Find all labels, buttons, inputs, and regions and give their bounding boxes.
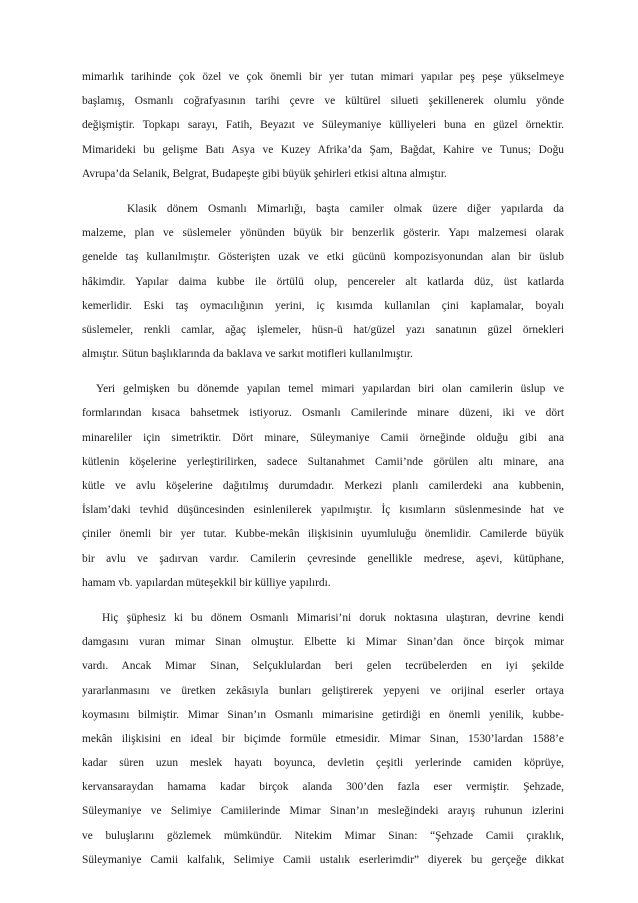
text-line: damgasını vuran mimar Sinan olmuştur. Elbette ki Mimar Sinan’dan önce birçok mimar: [82, 636, 564, 649]
paragraph-4: [82, 606, 564, 872]
text-line: koymasını bilmiştir. Mimar Sinan’ın Osmanlı mimarisine getirdiği en önemli yenilik, kubbe-: [82, 708, 564, 721]
text-line: kadar süren uzun meslek hayatı boyunca, devletin çeşitli yerlerinde camiden köprüye,: [82, 757, 564, 770]
text-line: vardı. Ancak Mimar Sinan, Selçuklulardan beri gelen tecrübelerden en iyi şekilde: [82, 660, 564, 673]
paragraph-3: [82, 377, 564, 595]
text-line: Klasik dönem Osmanlı Mimarlığı, başta camiler olmak üzere diğer yapılarda da: [127, 202, 564, 215]
text-line: Yeri gelmişken bu dönemde yapılan temel mimari yapılardan biri olan camilerin üslup ve: [96, 383, 564, 396]
paragraph-gap: [82, 186, 564, 197]
text-line: İslam’daki tevhid düşüncesinden esinlenilerek yapılmıştır. İç kısımların süslenmesinde hat ve: [82, 504, 564, 517]
text-line: mekân ilişkisini en ideal bir biçimde formüle etmesidir. Mimar Sinan, 1530’lardan 1588’e: [82, 732, 564, 745]
text-line: mimarlık tarihinde çok özel ve çok önemli bir yer tutan mimari yapılar peş peşe yükselmeye: [82, 71, 564, 83]
text-line: çiniler önemli bir yer tutar. Kubbe-mekân ilişkisinin uyumluluğu önemlidir. Camilerde büyük: [82, 528, 564, 541]
text-line: süslemeler, renkli camlar, ağaç işlemeler, hüsn-ü hat/güzel yazı sanatının güzel örnekleri: [82, 323, 564, 336]
text-line: başlamış, Osmanlı coğrafyasının tarihi çevre ve kültürel silueti şekillenerek olumlu yönde: [82, 95, 564, 108]
text-line: Hiç şüphesiz ki bu dönem Osmanlı Mimarisi’ni doruk noktasına ulaştıran, devrine kendi: [102, 611, 564, 624]
paragraph-gap: [82, 366, 564, 377]
text-line: genelde taş kullanılmıştır. Gösterişten uzak ve etki gücünü kompozisyonundan alan bir üslub: [82, 251, 564, 264]
text-line: Avrupa’da Selanik, Belgrat, Budapeşte gibi büyük şehirleri etkisi altına almıştır.: [82, 167, 447, 180]
text-line: almıştır. Sütun başlıklarında da baklava ve sarkıt motifleri kullanılmıştır.: [82, 348, 413, 361]
body-text: [82, 65, 564, 872]
text-line: minareliler için simetriktir. Dört minare, Süleymaniye Camii örneğinde olduğu gibi ana: [82, 431, 564, 444]
text-line: kervansaraydan hamama kadar birçok alanda 300’den fazla eser vermiştir. Şehzade,: [82, 781, 564, 794]
text-line: hâkimdir. Yapılar daima kubbe ile örtülü olup, pencereler alt katlarda düz, üst katlarda: [82, 275, 564, 288]
text-line: Mimarideki bu gelişme Batı Asya ve Kuzey Afrika’da Şam, Bağdat, Kahire ve Tunus; Doğu: [82, 143, 564, 156]
paragraph-2: [82, 197, 564, 366]
text-line: kütlenin köşelerine yerleştirilirken, sadece Sultanahmet Camii’nde görülen altı minare, ana: [82, 455, 564, 468]
text-line: ve buluşlarını gözlemek mümkündür. Nitekim Mimar Sinan: “Şehzade Camii çıraklık,: [82, 829, 564, 842]
paragraph-gap: [82, 595, 564, 606]
text-line: yararlanmasını ve üretken zekâsıyla bunları geliştirerek yepyeni ve orijinal eserler ortaya: [82, 684, 564, 697]
text-line: formlarından kısaca bahsetmek istiyoruz. Osmanlı Camilerinde minare düzeni, iki ve dört: [82, 407, 564, 420]
paragraph-1: [82, 65, 564, 186]
text-line: kütle ve avlu köşelerine dağıtılmış durumdadır. Merkezi planlı camilerdeki ana kubbenin,: [82, 480, 564, 492]
text-line: malzeme, plan ve süslemeler yönünden büyük bir benzerlik gösterir. Yapı malzemesi olarak: [82, 227, 564, 240]
text-line: bir avlu ve şadırvan vardır. Camilerin çevresinde genellikle medrese, aşevi, kütüphane,: [82, 552, 564, 565]
text-line: Süleymaniye Camii kalfalık, Selimiye Camii ustalık eserlerimdir” diyerek bu gerçeğe dikkat: [82, 853, 564, 866]
text-line: kemerlidir. Eski taş oymacılığının yerini, iç kısımda kullanılan çini kaplamalar, boyalı: [82, 299, 564, 312]
text-line: değişmiştir. Topkapı sarayı, Fatih, Beyazıt ve Süleymaniye külliyeleri buna en güzel örnektir.: [82, 119, 564, 132]
text-line: hamam vb. yapılardan müteşekkil bir külliye yapılırdı.: [82, 576, 331, 589]
text-line: Süleymaniye ve Selimiye Camiilerinde Mimar Sinan’ın mesleğindeki arayış ruhunun izlerini: [82, 805, 564, 818]
